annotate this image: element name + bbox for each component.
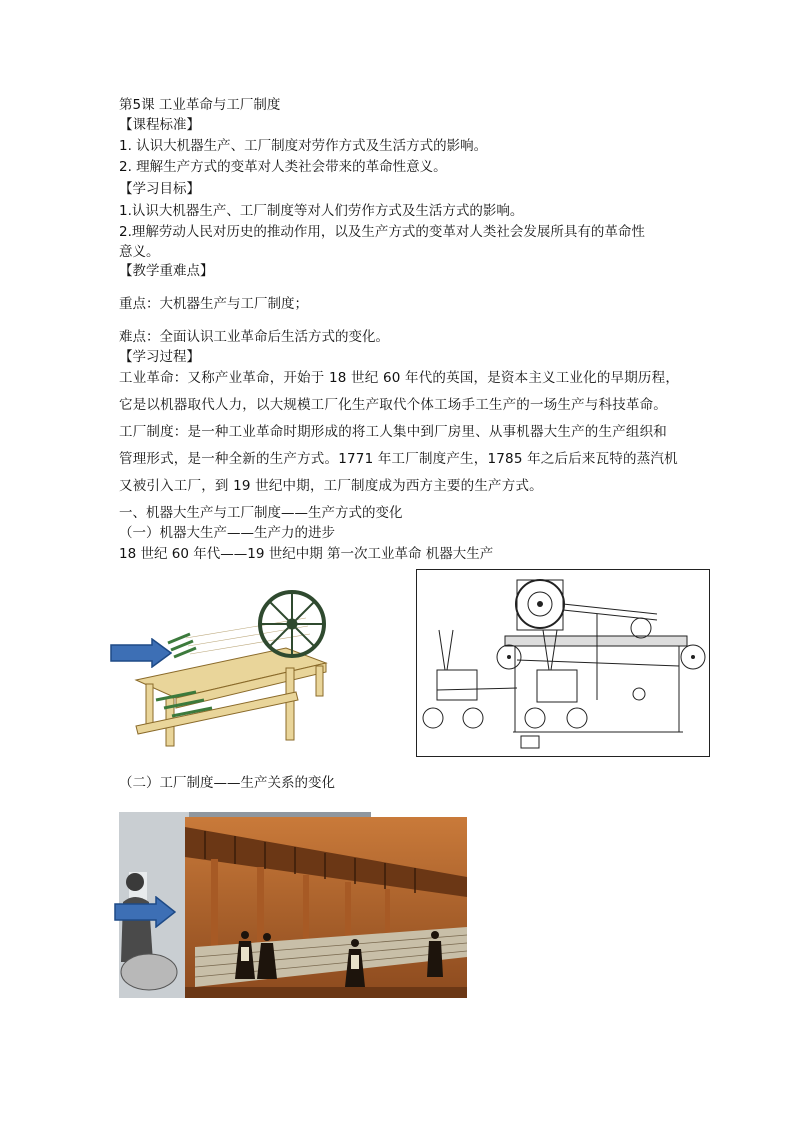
lesson-title: 第5课 工业革命与工厂制度 bbox=[119, 97, 281, 113]
key-point: 重点：大机器生产与工厂制度； bbox=[119, 296, 308, 312]
process-line-4: 管理形式，是一种全新的生产方式。1771 年工厂制度产生，1785 年之后后来瓦特的蒸汽机 bbox=[119, 451, 678, 467]
section-1-heading: 一、机器大生产与工厂制度——生产方式的变化 bbox=[119, 505, 403, 521]
goal-item-2-cont: 意义。 bbox=[119, 244, 160, 260]
key-header: 【教学重难点】 bbox=[119, 263, 214, 279]
arrow-icon-2 bbox=[114, 896, 176, 928]
goal-item-2: 2.理解劳动人民对历史的推动作用，以及生产方式的变革对人类社会发展所具有的革命性 bbox=[119, 224, 645, 240]
process-line-2: 它是以机器取代人力，以大规模工厂化生产取代个体工场手工生产的一场生产与科技革命。 bbox=[119, 397, 667, 413]
standard-item-2: 2. 理解生产方式的变革对人类社会带来的革命性意义。 bbox=[119, 159, 447, 175]
arrow-icon bbox=[110, 638, 172, 668]
machine-drawing-image bbox=[416, 569, 710, 757]
standard-item-1: 1. 认识大机器生产、工厂制度对劳作方式及生活方式的影响。 bbox=[119, 138, 488, 154]
goal-header: 【学习目标】 bbox=[119, 181, 200, 197]
subsection-1-heading: （一）机器大生产——生产力的进步 bbox=[119, 525, 335, 541]
process-line-1: 工业革命：又称产业革命，开始于 18 世纪 60 年代的英国，是资本主义工业化的早期历程， bbox=[119, 370, 680, 386]
standard-header: 【课程标准】 bbox=[119, 117, 200, 133]
subsection-2-heading: （二）工厂制度——生产关系的变化 bbox=[119, 775, 335, 791]
process-line-5: 又被引入工厂，到 19 世纪中期，工厂制度成为西方主要的生产方式。 bbox=[119, 478, 543, 494]
goal-item-1: 1.认识大机器生产、工厂制度等对人们劳作方式及生活方式的影响。 bbox=[119, 203, 524, 219]
process-line-3: 工厂制度：是一种工业革命时期形成的将工人集中到厂房里、从事机器大生产的生产组织和 bbox=[119, 424, 667, 440]
subsection-1-line: 18 世纪 60 年代——19 世纪中期 第一次工业革命 机器大生产 bbox=[119, 546, 494, 562]
hard-point: 难点：全面认识工业革命后生活方式的变化。 bbox=[119, 329, 389, 345]
factory-painting bbox=[185, 817, 467, 998]
process-header: 【学习过程】 bbox=[119, 349, 200, 365]
